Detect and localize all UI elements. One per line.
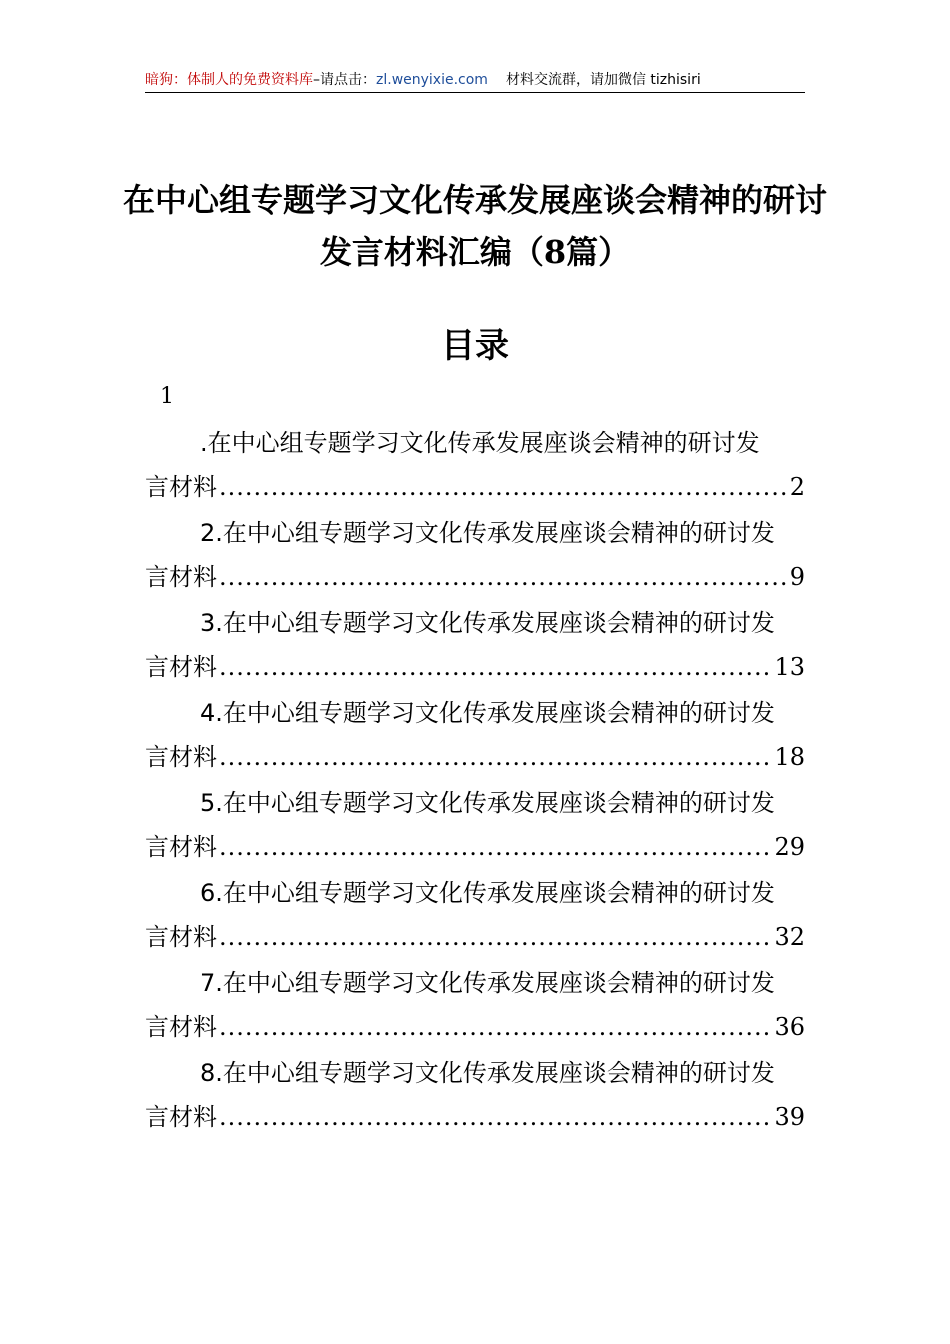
toc-entry[interactable] [145,420,805,510]
toc-entry-line2 [145,1100,805,1134]
toc-entry-continuation: 言材料 [145,743,217,771]
header-click-prompt: –请点击： [313,72,376,88]
toc-entry-continuation: 言材料 [145,563,217,591]
toc-first-number: 1 [160,384,174,409]
toc-entry-title: .在中心组专题学习文化传承发展座谈会精神的研讨发 [200,429,760,457]
toc-dot-leader [219,650,772,684]
toc-page-number: 9 [789,563,805,591]
toc-dot-leader [219,470,788,504]
toc-entry-line2 [145,740,805,774]
toc-entry-continuation: 言材料 [145,473,217,501]
toc-page-number: 29 [774,833,805,861]
toc-dot-leader [219,1100,772,1134]
toc-dot-leader [219,830,772,864]
toc-entry[interactable] [145,690,805,780]
toc-entry[interactable] [145,780,805,870]
toc-dot-leader [219,560,788,594]
toc-entry-line2 [145,920,805,954]
toc-entry-title: 2.在中心组专题学习文化传承发展座谈会精神的研讨发 [200,519,775,547]
toc-entry-line2 [145,470,805,504]
toc-entry-continuation: 言材料 [145,1103,217,1131]
toc-dot-leader [219,740,772,774]
toc-heading: 目录 [441,326,509,366]
toc-page-number: 13 [774,653,805,681]
toc-entry[interactable] [145,960,805,1050]
toc-page-number: 39 [774,1103,805,1131]
page-header [145,68,805,93]
toc-entry-title: 4.在中心组专题学习文化传承发展座谈会精神的研讨发 [200,699,775,727]
toc-entry[interactable] [145,600,805,690]
toc-entry[interactable] [145,1050,805,1140]
toc-entry[interactable] [145,510,805,600]
toc-entry-title: 8.在中心组专题学习文化传承发展座谈会精神的研讨发 [200,1059,775,1087]
header-site-name: 暗狗：体制人的免费资料库 [145,72,313,88]
toc-dot-leader [219,1010,772,1044]
toc-page-number: 18 [774,743,805,771]
toc-page-number: 2 [789,473,805,501]
toc-entry-line2 [145,650,805,684]
toc-list [145,420,805,1140]
toc-entry-line2 [145,1010,805,1044]
toc-entry[interactable] [145,870,805,960]
toc-entry-continuation: 言材料 [145,923,217,951]
toc-entry-title: 5.在中心组专题学习文化传承发展座谈会精神的研讨发 [200,789,775,817]
document-title: 在中心组专题学习文化传承发展座谈会精神的研讨发言材料汇编（8篇） [122,181,827,271]
toc-entry-continuation: 言材料 [145,1013,217,1041]
header-link[interactable]: zl.wenyixie.com [376,72,488,88]
toc-page-number: 36 [774,1013,805,1041]
toc-entry-continuation: 言材料 [145,653,217,681]
toc-entry-continuation: 言材料 [145,833,217,861]
toc-entry-title: 3.在中心组专题学习文化传承发展座谈会精神的研讨发 [200,609,775,637]
toc-page-number: 32 [774,923,805,951]
toc-entry-line2 [145,830,805,864]
header-wechat-note: 材料交流群，请加微信 tizhisiri [505,72,701,88]
toc-entry-title: 6.在中心组专题学习文化传承发展座谈会精神的研讨发 [200,879,775,907]
toc-entry-title: 7.在中心组专题学习文化传承发展座谈会精神的研讨发 [200,969,775,997]
toc-entry-line2 [145,560,805,594]
toc-dot-leader [219,920,772,954]
